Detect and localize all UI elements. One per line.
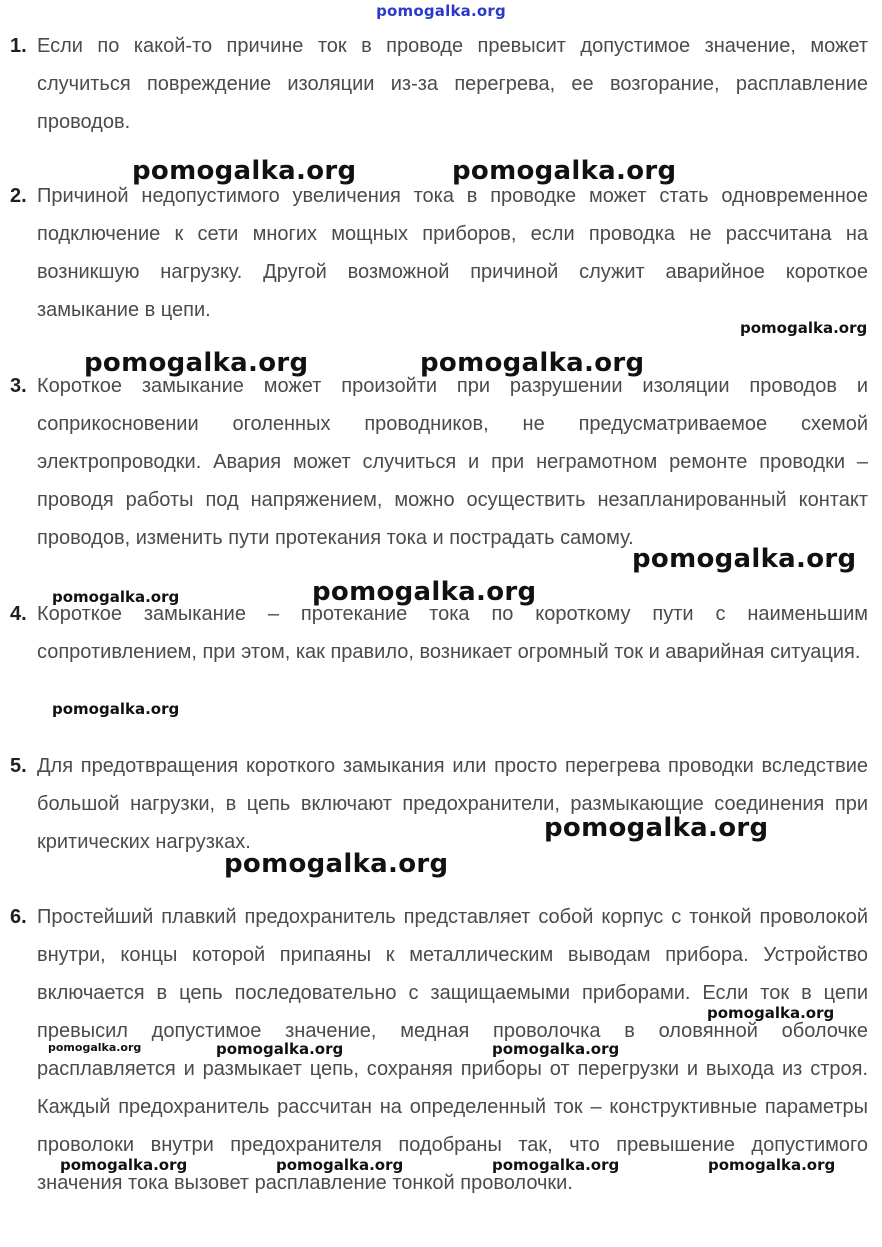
watermark: pomogalka.org: [740, 319, 868, 337]
item-number: 1.: [10, 35, 27, 57]
item-text: Если по какой-то причине ток в проводе превысит допустимое значение, может случиться повреждение изоляции из-за перегрева, ее возгорание, расплавление проводов.: [37, 35, 868, 133]
watermark: pomogalka.org: [132, 156, 357, 186]
watermark: pomogalka.org: [492, 1040, 620, 1058]
item-text: Для предотвращения короткого замыкания или просто перегрева проводки вследствие большой нагрузки, в цепь включают предохранители, размыкающие соединения при критических нагрузках.: [37, 755, 868, 853]
watermark: pomogalka.org: [48, 1041, 142, 1054]
item-number: 5.: [10, 755, 27, 777]
watermark: pomogalka.org: [52, 700, 180, 718]
watermark: pomogalka.org: [492, 1156, 620, 1174]
watermark: pomogalka.org: [420, 348, 645, 378]
item-number: 2.: [10, 185, 27, 207]
watermark: pomogalka.org: [707, 1004, 835, 1022]
watermark: pomogalka.org: [632, 544, 857, 574]
item-number: 3.: [10, 375, 27, 397]
watermark: pomogalka.org: [544, 813, 769, 843]
watermark: pomogalka.org: [52, 588, 180, 606]
item-number: 4.: [10, 603, 27, 625]
item-text: Причиной недопустимого увеличения тока в проводке может стать одновременное подключение к сети многих мощных приборов, если проводка не рассчитана на возникшую нагрузку. Другой возможной причиной служит аварийное короткое замыкание в цепи.: [37, 185, 868, 321]
item-text: Простейший плавкий предохранитель представляет собой корпус с тонкой проволокой внутри, концы которой припаяны к металлическим выводам прибора. Устройство включается в цепь последовательно с защищаемыми приборами. Если ток в цепи превысил допустимое значение, медная проволочка в оловянной оболочке расплавляется и размыкает цепь, сохраняя приборы от перегрузки и выхода из строя. Каждый предохранитель рассчитан на определенный ток – конструктивные параметры проволоки внутри предохранителя подобраны так, что превышение допустимого значения тока вызовет расплавление тонкой проволочки.: [37, 906, 868, 1194]
watermark: pomogalka.org: [452, 156, 677, 186]
item-text: Короткое замыкание – протекание тока по короткому пути с наименьшим сопротивлением, при этом, как правило, возникает огромный ток и аварийная ситуация.: [37, 603, 868, 663]
watermark: pomogalka.org: [276, 1156, 404, 1174]
item-number: 6.: [10, 906, 27, 928]
watermark: pomogalka.org: [312, 577, 537, 607]
watermark: pomogalka.org: [216, 1040, 344, 1058]
watermark: pomogalka.org: [224, 849, 449, 879]
item-text: Короткое замыкание может произойти при разрушении изоляции проводов и соприкосновении оголенных проводников, не предусматриваемое схемой электропроводки. Авария может случиться и при неграмотном ремонте проводки – проводя работы под напряжением, можно осуществить незапланированный контакт проводов, изменить пути протекания тока и пострадать самому.: [37, 375, 868, 549]
watermark: pomogalka.org: [84, 348, 309, 378]
header-watermark: pomogalka.org: [376, 2, 506, 20]
watermark: pomogalka.org: [708, 1156, 836, 1174]
watermark: pomogalka.org: [60, 1156, 188, 1174]
